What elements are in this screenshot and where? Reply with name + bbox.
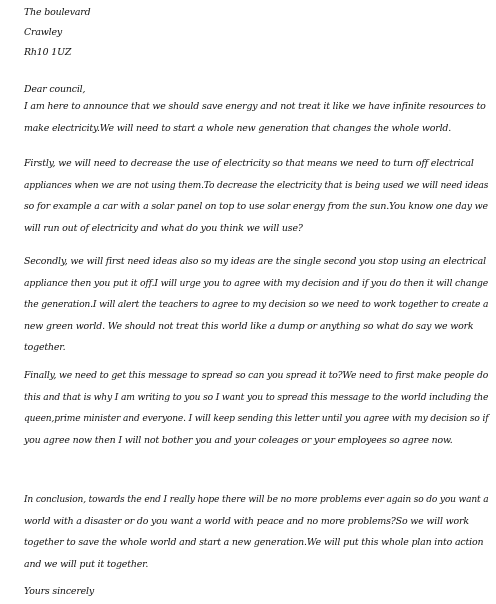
paragraph-line: Secondly, we will first need ideas also so my ideas are the single second you stop using an electrical	[24, 256, 486, 267]
paragraph-line: appliances when we are not using them.To decrease the electricity that is being used we will need ideas	[24, 179, 489, 191]
paragraph-line: together.	[24, 342, 66, 353]
paragraph-line: new green world. We should not treat this world like a dump or anything so what do say we work	[24, 320, 474, 332]
paragraph-firstly	[24, 153, 489, 239]
paragraph-line: In conclusion, towards the end I really hope there will be no more problems ever again so do you want a	[24, 494, 489, 505]
paragraph-line: Firstly, we will need to decrease the use of electricity so that means we need to turn off electrical	[24, 158, 474, 169]
paragraph-line: you agree now then I will not bother you and your coleages or your employees so agree now.	[24, 434, 453, 446]
address-street: The boulevard	[24, 7, 91, 18]
paragraph-secondly	[24, 251, 489, 359]
paragraph-line: this and that is why I am writing to you so I want you to spread this message to the world including the	[24, 391, 489, 403]
salutation: Dear council,	[24, 84, 86, 95]
paragraph-line: and we will put it together.	[24, 558, 149, 570]
paragraph-line: so for example a car with a solar panel on top to use solar energy from the sun.You know one day we	[24, 201, 488, 212]
paragraph-line: I am here to announce that we should save energy and not treat it like we have infinite resources to	[24, 101, 486, 112]
paragraph-line: together to save the whole world and start a new generation.We will put this whole plan into action	[24, 537, 484, 548]
paragraph-line: will run out of electricity and what do you think we will use?	[24, 222, 303, 234]
paragraph-line: world with a disaster or do you want a world with peace and no more problems?So we will work	[24, 515, 469, 527]
address-town: Crawley	[24, 27, 63, 38]
paragraph-line: the generation.I will alert the teachers to agree to my decision so we need to work together to create a	[24, 299, 489, 310]
paragraph-finally	[24, 365, 489, 451]
paragraph-line: queen,prime minister and everyone. I will keep sending this letter until you agree with my decision so if	[24, 413, 489, 424]
paragraph-line: make electricity.We will need to start a whole new generation that changes the whole world.	[24, 122, 452, 134]
paragraph-introduction	[24, 96, 484, 139]
address-postcode: Rh10 1UZ	[24, 47, 72, 58]
closing-signoff: Yours sincerely	[24, 586, 95, 597]
paragraph-line: Finally, we need to get this message to spread so can you spread it to?We need to first make people do	[24, 370, 489, 381]
paragraph-line: appliance then you put it off.I will urge you to agree with my decision and if you do then it will change	[24, 277, 489, 289]
paragraph-conclusion	[24, 489, 489, 575]
